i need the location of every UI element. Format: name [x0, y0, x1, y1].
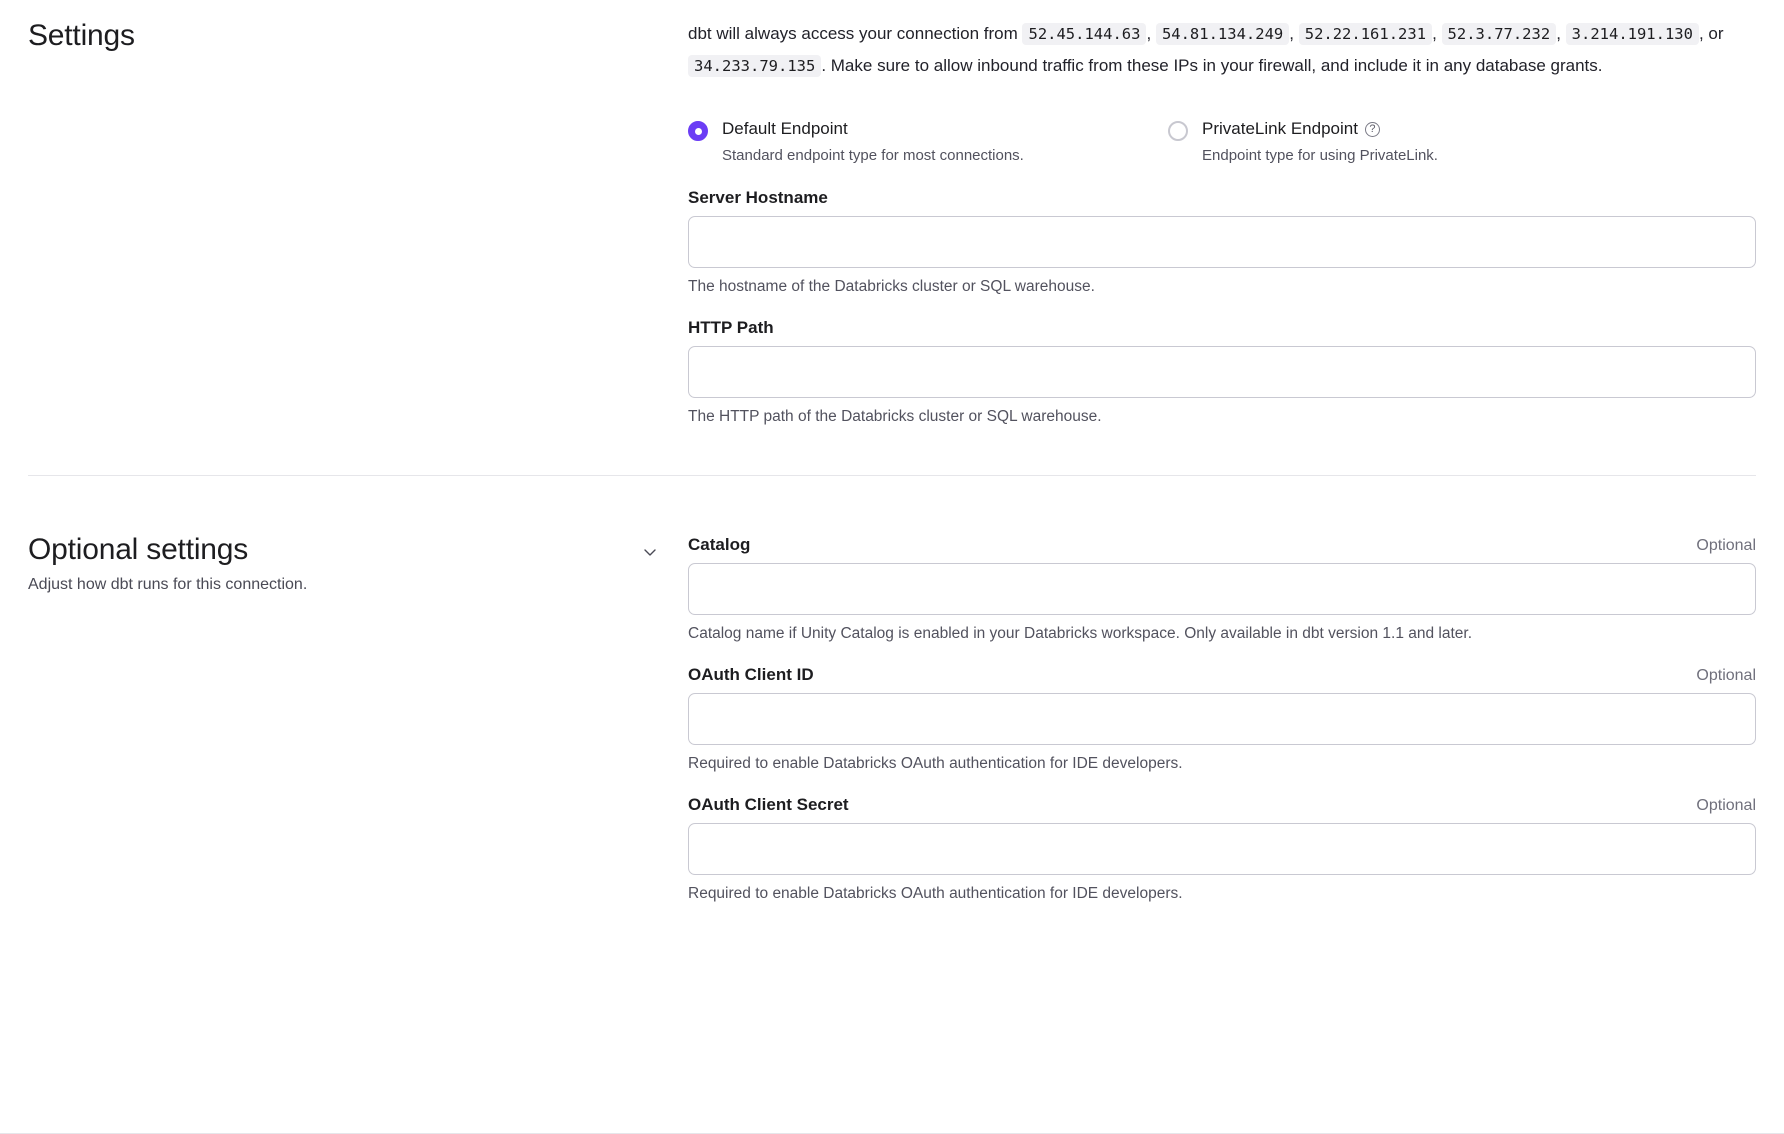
ip-note-suffix: . Make sure to allow inbound traffic from these IPs in your firewall, and include it in any database grants.	[821, 56, 1603, 75]
endpoint-type-radio-group	[688, 118, 1756, 167]
hint-catalog: Catalog name if Unity Catalog is enabled in your Databricks workspace. Only available in dbt version 1.1 and later.	[688, 625, 1473, 642]
http-path-input[interactable]	[688, 346, 1756, 398]
hint-http-path: The HTTP path of the Databricks cluster or SQL warehouse.	[688, 408, 1102, 425]
radio-desc-default-endpoint: Standard endpoint type for most connections.	[722, 147, 1024, 164]
settings-section	[28, 0, 1756, 445]
ip-address-chip: 52.3.77.232	[1442, 23, 1557, 45]
radio-label-privatelink-endpoint: PrivateLink Endpoint	[1202, 119, 1358, 138]
radio-label-default-endpoint: Default Endpoint	[722, 119, 848, 138]
field-http-path	[688, 315, 1756, 398]
field-catalog	[688, 532, 1756, 615]
ip-separator-4: ,	[1556, 24, 1561, 43]
radio-privatelink-endpoint[interactable]	[1168, 121, 1188, 141]
ip-address-chip: 54.81.134.249	[1156, 23, 1289, 45]
hint-oauth-client-secret: Required to enable Databricks OAuth authentication for IDE developers.	[688, 885, 1183, 902]
radio-option-privatelink-endpoint[interactable]	[1168, 118, 1648, 167]
settings-section-header	[28, 18, 688, 54]
oauth-client-id-input[interactable]	[688, 693, 1756, 745]
ip-separator-2: ,	[1289, 24, 1294, 43]
ip-separator-1: ,	[1146, 24, 1152, 43]
field-oauth-client-secret	[688, 792, 1756, 875]
ip-separator-3: ,	[1432, 24, 1437, 43]
optional-settings-subtitle: Adjust how dbt runs for this connection.	[28, 576, 308, 593]
label-server-hostname: Server Hostname	[688, 188, 828, 207]
optional-badge-oauth-client-id: Optional	[1696, 667, 1756, 684]
label-catalog: Catalog	[688, 535, 751, 554]
label-oauth-client-id: OAuth Client ID	[688, 665, 814, 684]
page-title: Settings	[28, 19, 135, 52]
radio-option-default-endpoint[interactable]	[688, 118, 1168, 167]
radio-default-endpoint[interactable]	[688, 121, 708, 141]
chevron-down-icon[interactable]	[636, 538, 664, 566]
optional-settings-body	[688, 532, 1756, 922]
oauth-client-secret-input[interactable]	[688, 823, 1756, 875]
ip-allowlist-note	[688, 18, 1756, 82]
settings-section-body	[688, 18, 1756, 445]
ip-address-chip: 34.233.79.135	[688, 55, 821, 77]
optional-badge-oauth-client-secret: Optional	[1696, 797, 1756, 814]
label-http-path: HTTP Path	[688, 318, 774, 337]
field-oauth-client-id	[688, 662, 1756, 745]
optional-badge-catalog: Optional	[1696, 537, 1756, 554]
optional-settings-section	[28, 476, 1756, 922]
ip-address-chip: 52.45.144.63	[1022, 23, 1146, 45]
help-icon[interactable]: ?	[1365, 122, 1380, 137]
optional-settings-title: Optional settings	[28, 533, 249, 566]
ip-address-chip: 3.214.191.130	[1566, 23, 1699, 45]
hint-server-hostname: The hostname of the Databricks cluster or SQL warehouse.	[688, 278, 1095, 295]
server-hostname-input[interactable]	[688, 216, 1756, 268]
optional-settings-header	[28, 532, 688, 596]
hint-oauth-client-id: Required to enable Databricks OAuth authentication for IDE developers.	[688, 755, 1183, 772]
ip-note-prefix: dbt will always access your connection from	[688, 24, 1018, 43]
label-oauth-client-secret: OAuth Client Secret	[688, 795, 849, 814]
field-server-hostname	[688, 185, 1756, 268]
ip-or-word: , or	[1698, 24, 1724, 43]
ip-address-chip: 52.22.161.231	[1299, 23, 1432, 45]
radio-desc-privatelink-endpoint: Endpoint type for using PrivateLink.	[1202, 147, 1438, 164]
catalog-input[interactable]	[688, 563, 1756, 615]
